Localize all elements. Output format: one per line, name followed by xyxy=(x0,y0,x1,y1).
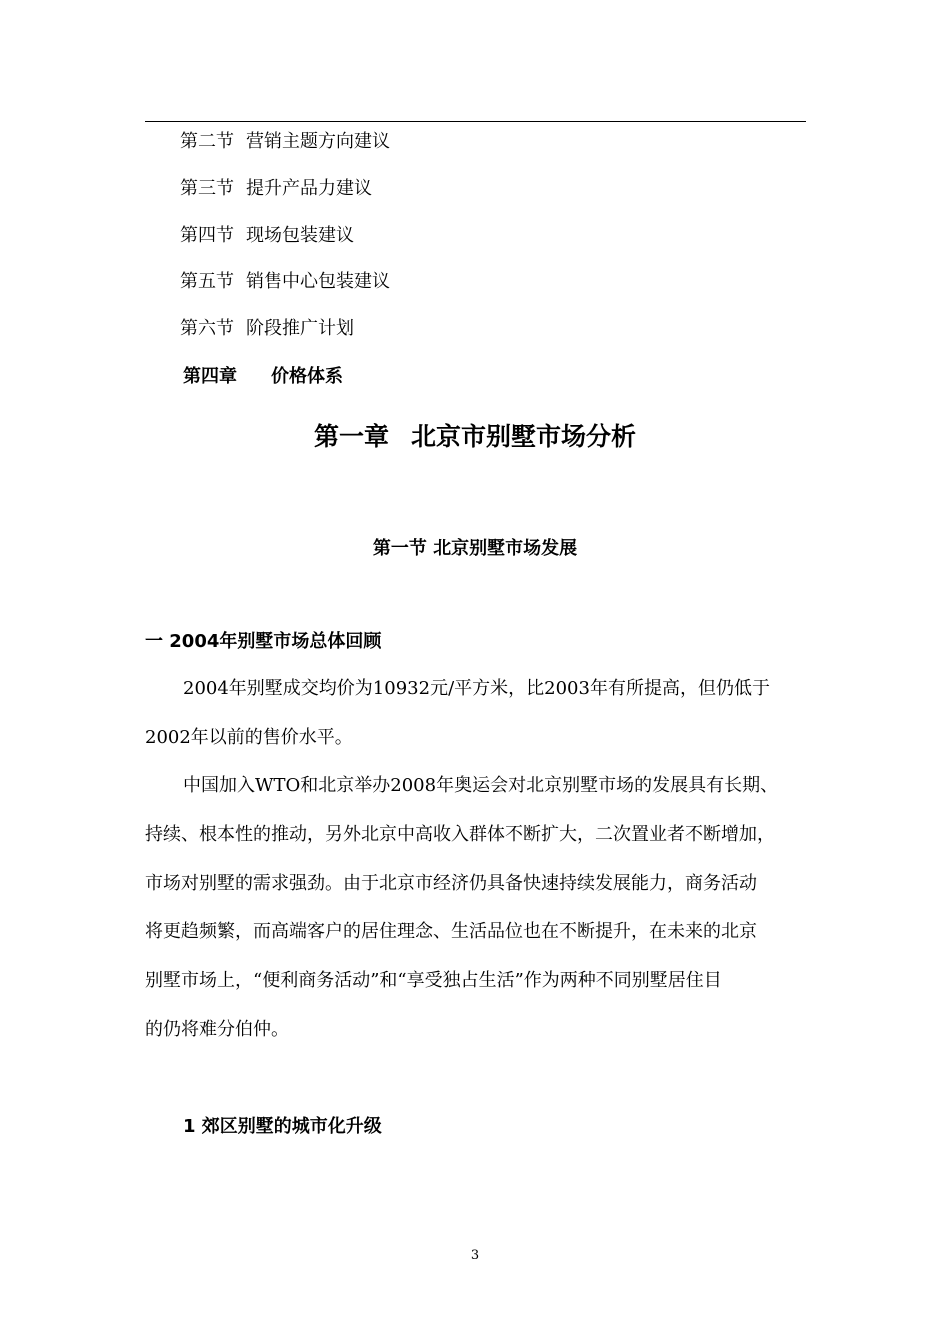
toc-section-number: 第五节 xyxy=(180,271,234,292)
chapter-heading xyxy=(0,420,950,454)
toc-chapter-entry xyxy=(183,365,343,389)
toc-section-number: 第三节 xyxy=(180,178,234,199)
paragraph-line: 2004年别墅成交均价为10932元/平方米，比2003年有所提高，但仍低于 xyxy=(183,678,770,699)
toc-entry xyxy=(180,317,354,341)
paragraph-line: 2002年以前的售价水平。 xyxy=(145,727,353,748)
toc-section-number: 第二节 xyxy=(180,131,234,152)
toc-entry xyxy=(180,270,390,294)
paragraph-line: 将更趋频繁，而高端客户的居住理念、生活品位也在不断提升，在未来的北京 xyxy=(145,921,757,942)
toc-section-number: 第六节 xyxy=(180,318,234,339)
toc-chapter-title: 价格体系 xyxy=(271,366,343,387)
toc-section-number: 第四节 xyxy=(180,225,234,246)
toc-section-title: 销售中心包装建议 xyxy=(246,271,390,292)
chapter-number: 第一章 xyxy=(313,422,389,451)
toc-entry xyxy=(180,224,354,248)
subsection-heading: 1 郊区别墅的城市化升级 xyxy=(183,1116,382,1137)
toc-section-title: 营销主题方向建议 xyxy=(246,131,390,152)
paragraph-line: 的仍将难分伯仲。 xyxy=(145,1019,289,1040)
toc-section-title: 阶段推广计划 xyxy=(246,318,354,339)
paragraph-line: 市场对别墅的需求强劲。由于北京市经济仍具备快速持续发展能力，商务活动 xyxy=(145,873,757,894)
subsection-heading: 一 2004年别墅市场总体回顾 xyxy=(145,631,382,652)
section-heading: 第一节 北京别墅市场发展 xyxy=(372,538,578,559)
header-rule xyxy=(145,121,806,122)
paragraph-line: 持续、根本性的推动，另外北京中高收入群体不断扩大，二次置业者不断增加， xyxy=(145,824,775,845)
toc-section-title: 提升产品力建议 xyxy=(246,178,372,199)
toc-entry xyxy=(180,177,372,201)
chapter-title: 北京市别墅市场分析 xyxy=(411,422,637,451)
paragraph-line: 中国加入WTO和北京举办2008年奥运会对北京别墅市场的发展具有长期、 xyxy=(183,775,779,796)
toc-chapter-number: 第四章 xyxy=(183,366,237,387)
paragraph-line: 别墅市场上，“便利商务活动”和“享受独占生活”作为两种不同别墅居住目 xyxy=(145,970,722,991)
page-number: 3 xyxy=(470,1248,480,1263)
toc-entry xyxy=(180,130,390,154)
toc-section-title: 现场包装建议 xyxy=(246,225,354,246)
